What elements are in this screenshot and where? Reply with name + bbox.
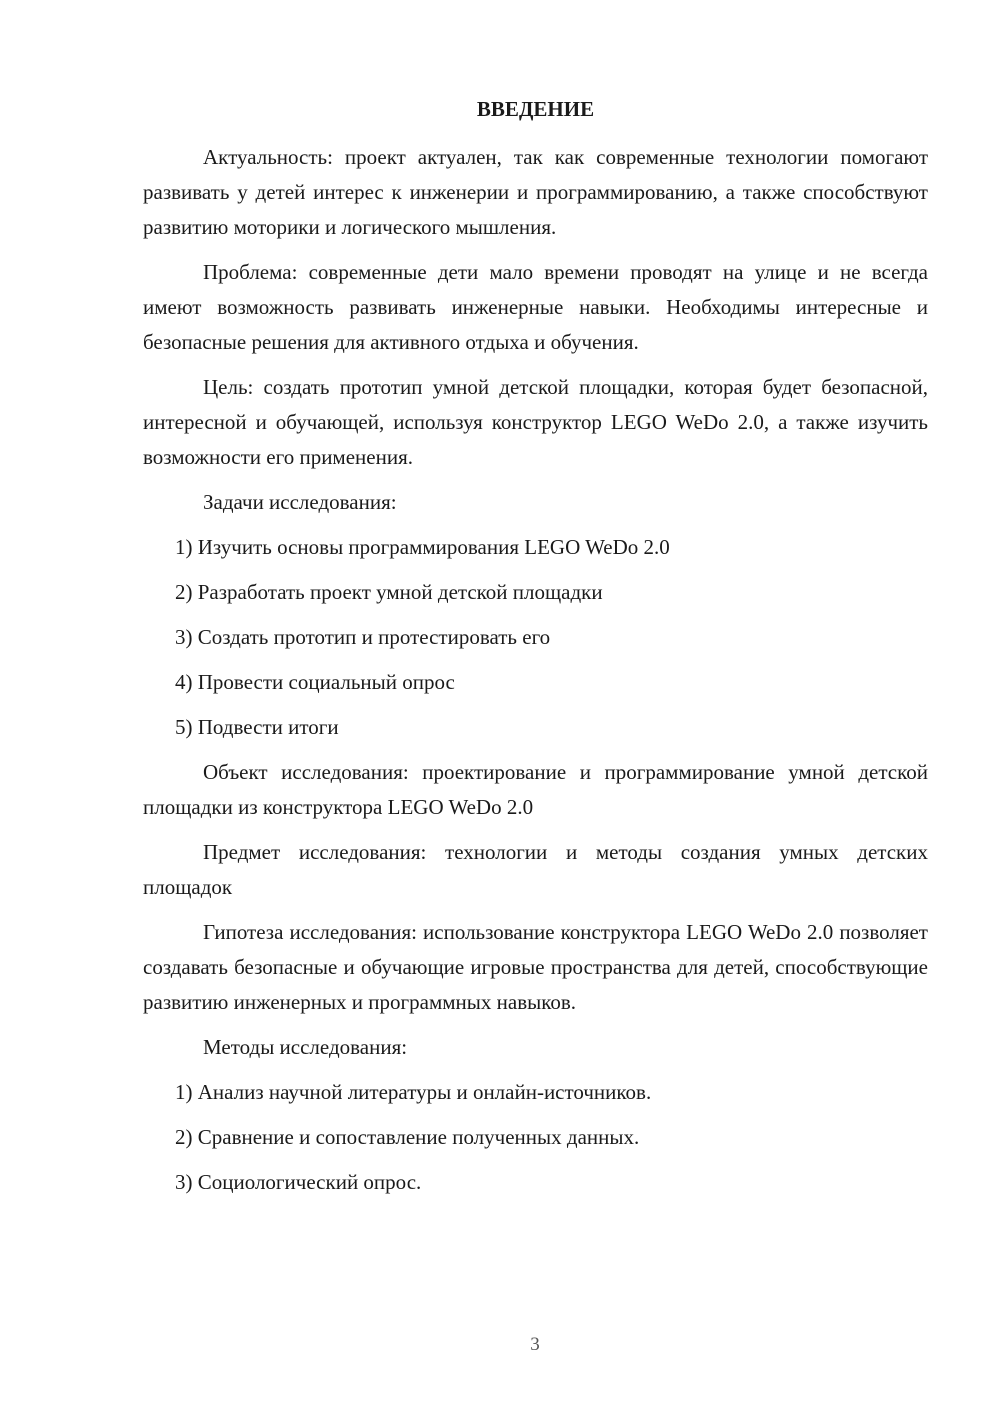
tasks-heading: Задачи исследования:: [203, 490, 397, 514]
list-item: 3) Создать прототип и протестировать его: [175, 625, 551, 649]
list-item: 1) Анализ научной литературы и онлайн-источников.: [175, 1080, 652, 1104]
list-item: 1) Изучить основы программирования LEGO WeDo 2.0: [175, 535, 670, 559]
tasks-list: [143, 530, 928, 745]
subject-paragraph: Предмет исследования: технологии и методы создания умных детских площадок: [143, 840, 928, 899]
methods-list: [143, 1075, 928, 1200]
section-title: ВВЕДЕНИЕ: [476, 97, 595, 121]
problem-paragraph: Проблема: современные дети мало времени проводят на улице и не всегда имеют возможность развивать инженерные навыки. Необходимы интересные и безопасные решения для активного отдыха и обучения.: [143, 260, 928, 354]
relevance-paragraph: Актуальность: проект актуален, так как современные технологии помогают развивать у детей интерес к инженерии и программированию, а также способствуют развитию моторики и логического мышления.: [143, 145, 928, 239]
goal-paragraph: Цель: создать прототип умной детской площадки, которая будет безопасной, интересной и обучающей, используя конструктор LEGO WeDo 2.0, а также изучить возможности его применения.: [143, 375, 928, 469]
hypothesis-paragraph: Гипотеза исследования: использование конструктора LEGO WeDo 2.0 позволяет создавать безопасные и обучающие игровые пространства для детей, способствующие развитию инженерных и программных навыков.: [143, 920, 928, 1014]
list-item: 5) Подвести итоги: [175, 715, 339, 739]
page-content: [143, 94, 928, 1210]
list-item: 4) Провести социальный опрос: [175, 670, 455, 694]
page-number: 3: [530, 1334, 540, 1355]
list-item: 2) Разработать проект умной детской площадки: [175, 580, 603, 604]
methods-heading: Методы исследования:: [203, 1035, 408, 1059]
list-item: 3) Социологический опрос.: [175, 1170, 422, 1194]
object-paragraph: Объект исследования: проектирование и программирование умной детской площадки из конструктора LEGO WeDo 2.0: [143, 760, 928, 819]
list-item: 2) Сравнение и сопоставление полученных данных.: [175, 1125, 640, 1149]
